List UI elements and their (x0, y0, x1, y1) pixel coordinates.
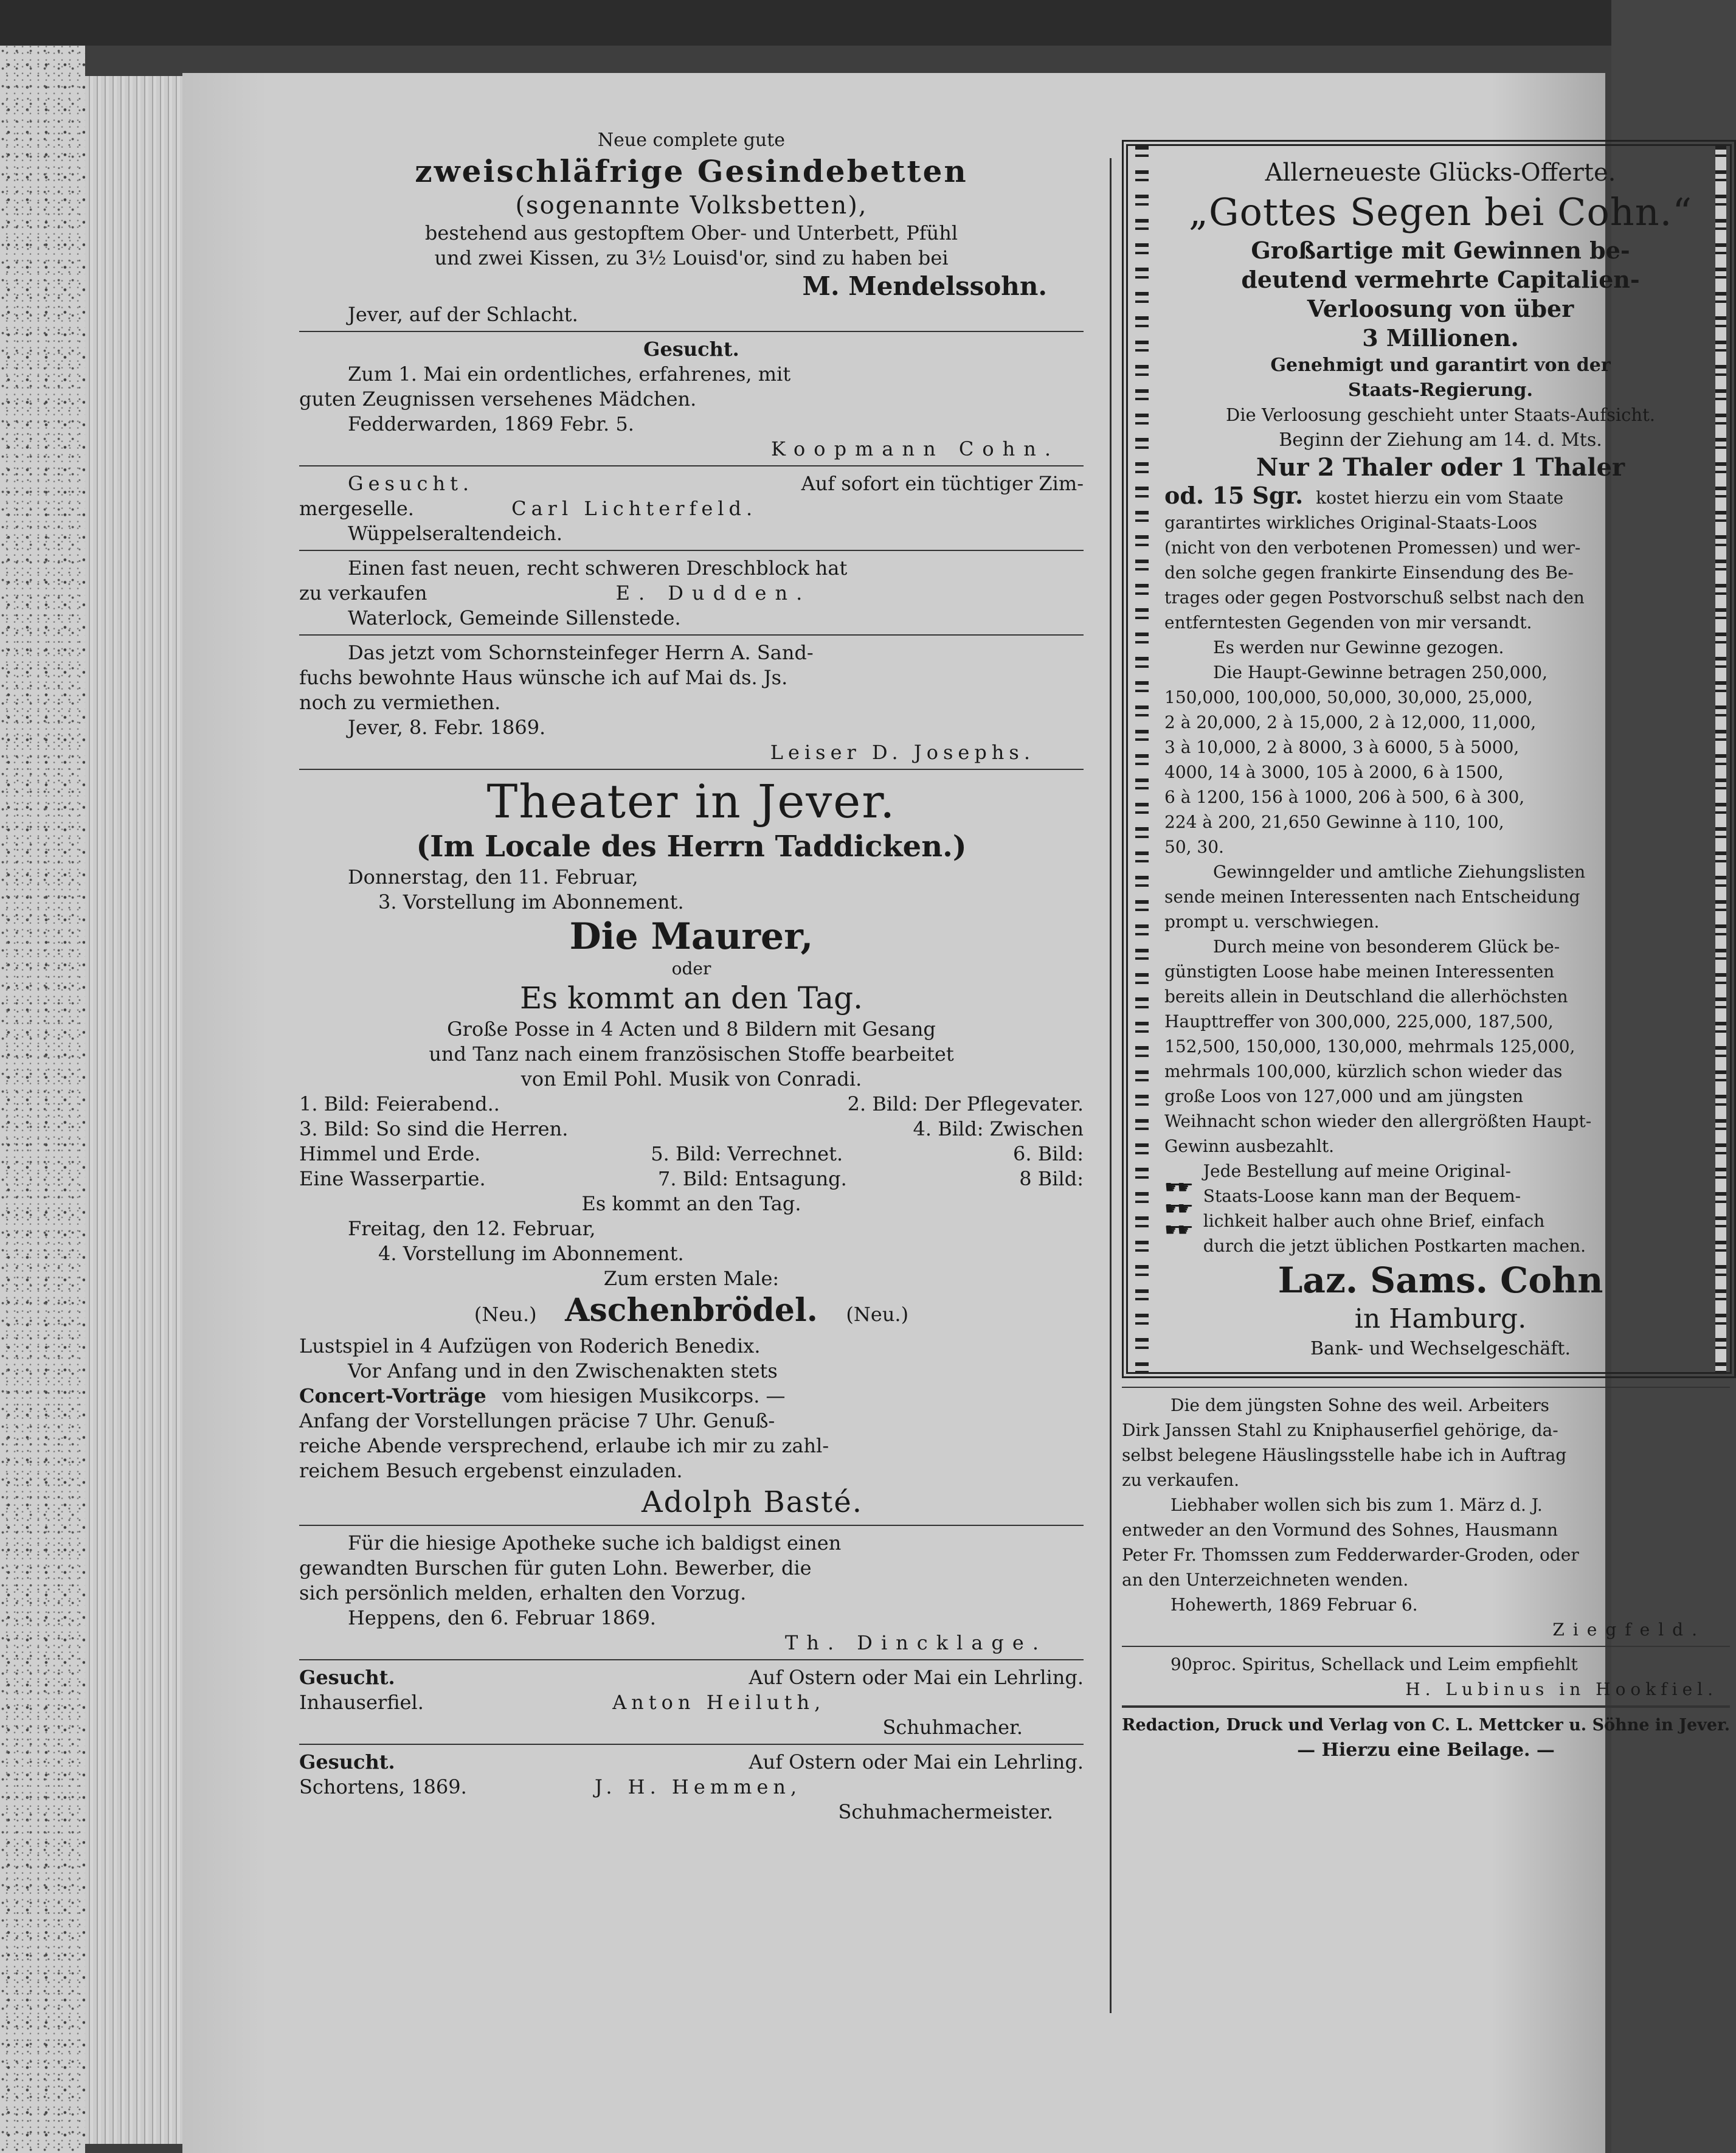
luck-text-9: Gewinn ausbezahlt. (1164, 1136, 1335, 1156)
payout-text-3: prompt u. verschwiegen. (1164, 912, 1380, 932)
lottery-price-sgr: od. 15 Sgr. (1164, 482, 1304, 509)
apprentice-2-line-1 (299, 1750, 1084, 1775)
ad-thresher (299, 556, 1084, 631)
prize-line-4: 3 à 10,000, 2 à 8000, 3 à 6000, 5 à 5000, (1164, 737, 1520, 757)
lottery-text-3: den solche gegen frankirte Einsendung des Be- (1164, 563, 1574, 583)
lottery-headline-3: Verloosung von über (1307, 295, 1574, 322)
book-cover-edge (0, 46, 85, 2153)
lottery-text-4: trages oder gegen Postvorschuß selbst nach den (1164, 588, 1585, 608)
ad-theater (299, 775, 1084, 1521)
order-text-3: lichkeit halber auch ohne Brief, einfach (1203, 1211, 1545, 1231)
prize-line-5: 4000, 14 à 3000, 105 à 2000, 6 à 1500, (1164, 762, 1504, 782)
scene-8: 8 Bild: (1019, 1167, 1084, 1190)
column-rule (1110, 158, 1112, 2013)
luck-text-6: mehrmals 100,000, kürzlich schon wieder das (1164, 1061, 1563, 1081)
ad-property-sale (1122, 1393, 1730, 1642)
maid-place: Fedderwarden, 1869 Febr. 5. (348, 412, 634, 435)
luck-text-2: günstigten Loose habe meinen Interessenten (1164, 962, 1555, 982)
carpenter-line-2 (299, 496, 1084, 521)
scene-line-2 (299, 1117, 1084, 1142)
scene-5: 5. Bild: Verrechnet. (651, 1142, 843, 1165)
divider (299, 1659, 1084, 1660)
order-text-2: Staats-Loose kann man der Bequem- (1203, 1186, 1521, 1206)
sale-date: Hohewerth, 1869 Februar 6. (1171, 1595, 1418, 1615)
lottery-price-line-2 (1164, 483, 1717, 510)
apprentice-2-place: Schortens, 1869. (299, 1775, 467, 1798)
lottery-price-text: kostet hierzu ein vom Staate (1316, 488, 1564, 508)
pharmacy-text-1: Für die hiesige Apotheke suche ich baldigst einen (348, 1531, 842, 1555)
scene-2: 2. Bild: Der Pflegevater. (847, 1092, 1084, 1115)
play-title-1b: Es kommt an den Tag. (519, 980, 863, 1016)
carpenter-line-1 (299, 471, 1084, 496)
thresher-text-2: zu verkaufen (299, 581, 427, 605)
play-title-1: Die Maurer, (569, 915, 814, 958)
carpenter-text: Auf sofort ein tüchtiger Zim- (801, 472, 1084, 495)
lottery-head: Allerneueste Glücks-Offerte. (1265, 159, 1616, 187)
comedy-desc-4: Anfang der Vorstellungen präcise 7 Uhr. Genuß- (299, 1409, 775, 1432)
sale-text-5: Liebhaber wollen sich bis zum 1. März d. J. (1171, 1495, 1543, 1515)
order-text-4: durch die jetzt üblichen Postkarten machen. (1203, 1236, 1586, 1256)
house-signature: Leiser D. Josephs. (770, 741, 1035, 764)
concert-label: Concert-Vorträge (299, 1384, 486, 1407)
play-oder: oder (671, 959, 711, 979)
imprint: Redaction, Druck und Verlag von C. L. Mettcker u. Söhne in Jever. (1122, 1716, 1731, 1735)
lottery-price: Nur 2 Thaler oder 1 Thaler (1256, 453, 1625, 482)
ad-apprentice-1 (299, 1665, 1084, 1740)
payout-text-1: Gewinngelder und amtliche Ziehungslisten (1213, 862, 1586, 882)
bedding-subhead: (sogenannte Volksbetten), (515, 192, 868, 220)
supplement-note: — Hierzu eine Beilage. — (1297, 1739, 1555, 1761)
prize-line-3: 2 à 20,000, 2 à 15,000, 2 à 12,000, 11,000, (1164, 712, 1537, 732)
ad-pharmacy (299, 1531, 1084, 1655)
divider (1122, 1705, 1730, 1708)
luck-text-1: Durch meine von besonderem Glück be- (1213, 937, 1560, 957)
maid-text-1: Zum 1. Mai ein ordentliches, erfahrenes, mit (348, 362, 791, 386)
new-label-2: (Neu.) (846, 1303, 909, 1326)
play-desc-2: und Tanz nach einem französischen Stoffe bearbeitet (429, 1042, 954, 1066)
lottery-title: „Gottes Segen bei Cohn.“ (1188, 190, 1693, 234)
divider (299, 634, 1084, 636)
pointing-hand-icon: ☛☛ (1164, 1219, 1190, 1241)
lottery-supervision: Die Verloosung geschieht unter Staats-Aufsicht. (1226, 404, 1655, 425)
order-text (1203, 1159, 1586, 1258)
apprentice-1-title: Gesucht. (299, 1666, 395, 1689)
bedding-place: Jever, auf der Schlacht. (348, 303, 578, 326)
theater-title: Theater in Jever. (486, 774, 896, 828)
lottery-business: Bank- und Wechselgeschäft. (1310, 1338, 1571, 1359)
sale-text-8: an den Unterzeichneten wenden. (1122, 1570, 1409, 1590)
divider (299, 769, 1084, 770)
divider (1122, 1646, 1730, 1647)
apprentice-1-signature: Anton Heiluth, (612, 1691, 826, 1714)
apprentice-1-trade: Schuhmacher. (882, 1716, 1023, 1739)
thresher-text-1: Einen fast neuen, recht schweren Dreschblock hat (348, 556, 848, 580)
bedding-seller: M. Mendelssohn. (802, 271, 1047, 301)
ad-maid-wanted (299, 337, 1084, 462)
bedding-headline: zweischläfrige Gesindebetten (415, 153, 968, 189)
carpenter-place: Wüppelseraltendeich. (348, 522, 563, 545)
scene-6b: Eine Wasserpartie. (299, 1167, 486, 1190)
payout-text-2: sende meinen Interessenten nach Entscheidung (1164, 887, 1580, 907)
pointing-hands (1164, 1177, 1196, 1241)
apprentice-2-signature: J. H. Hemmen, (594, 1775, 802, 1798)
sale-text-2: Dirk Janssen Stahl zu Kniphauserfiel gehörige, da- (1122, 1420, 1558, 1440)
comedy-desc-1: Lustspiel in 4 Aufzügen von Roderich Benedix. (299, 1334, 761, 1357)
theater-date-1: Donnerstag, den 11. Februar, (348, 865, 638, 889)
thresher-line-2 (299, 581, 1084, 606)
spirits-seller: H. Lubinus in Hookfiel. (1405, 1679, 1718, 1699)
first-time-label: Zum ersten Male: (603, 1267, 780, 1290)
scan-background (0, 0, 1611, 46)
pointing-hand-icon: ☛☛ (1164, 1198, 1190, 1219)
maid-title: Gesucht. (643, 338, 739, 361)
lottery-start: Beginn der Ziehung am 14. d. Mts. (1279, 429, 1602, 451)
lottery-text-2: (nicht von den verbotenen Promessen) und wer- (1164, 538, 1581, 558)
lottery-headline-4: 3 Millionen. (1362, 324, 1519, 352)
divider (299, 1744, 1084, 1745)
ad-bedding (299, 128, 1084, 327)
prize-line-7: 224 à 200, 21,650 Gewinne à 110, 100, (1164, 812, 1504, 832)
lottery-text-6: Es werden nur Gewinne gezogen. (1213, 637, 1504, 657)
divider (299, 550, 1084, 551)
carpenter-title: Gesucht. (348, 472, 474, 495)
theater-performance-1: 3. Vorstellung im Abonnement. (378, 890, 684, 914)
divider (299, 331, 1084, 332)
prize-line-6: 6 à 1200, 156 à 1000, 206 à 500, 6 à 300, (1164, 787, 1525, 807)
apprentice-2-trade: Schuhmachermeister. (838, 1800, 1053, 1823)
comedy-desc-6: reichem Besuch ergebenst einzuladen. (299, 1459, 683, 1482)
luck-text-3: bereits allein in Deutschland die allerhöchsten (1164, 986, 1568, 1007)
house-text-1: Das jetzt vom Schornsteinfeger Herrn A. Sand- (348, 641, 814, 664)
house-text-2: fuchs bewohnte Haus wünsche ich auf Mai ds. Js. (299, 666, 788, 689)
ad-apprentice-2 (299, 1750, 1084, 1825)
scene-4b: Himmel und Erde. (299, 1142, 481, 1165)
ad-spirits (1122, 1652, 1730, 1702)
scene-line-4 (299, 1167, 1084, 1191)
lottery-headline-2: deutend vermehrte Capitalien- (1241, 266, 1640, 293)
scene-6: 6. Bild: (1013, 1142, 1084, 1165)
play-2-line (299, 1291, 1084, 1334)
apprentice-2-title: Gesucht. (299, 1750, 395, 1773)
pharmacy-text-2: gewandten Burschen für guten Lohn. Bewerber, die (299, 1556, 812, 1579)
right-column (1122, 140, 1730, 1763)
prize-line-8: 50, 30. (1164, 837, 1224, 857)
divider (299, 1525, 1084, 1526)
house-date: Jever, 8. Febr. 1869. (348, 716, 546, 739)
sale-text-4: zu verkaufen. (1122, 1470, 1240, 1490)
bedding-text-1: bestehend aus gestopftem Ober- und Unterbett, Pfühl (424, 221, 958, 244)
lottery-city: in Hamburg. (1354, 1303, 1527, 1334)
newspaper-page (182, 73, 1731, 2153)
comedy-desc-5: reiche Abende versprechend, erlaube ich mir zu zahl- (299, 1434, 829, 1457)
divider (299, 465, 1084, 466)
sale-signature: Ziegfeld. (1552, 1620, 1706, 1640)
apprentice-1-line-1 (299, 1665, 1084, 1690)
sale-text-7: Peter Fr. Thomssen zum Fedderwarder-Groden, oder (1122, 1545, 1579, 1565)
play-desc-3: von Emil Pohl. Musik von Conradi. (520, 1067, 862, 1090)
new-label-1: (Neu.) (474, 1303, 537, 1326)
sale-text-6: entweder an den Vormund des Sohnes, Hausmann (1122, 1520, 1558, 1540)
lottery-approval-2: Staats-Regierung. (1348, 380, 1533, 401)
play-title-2: Aschenbrödel. (565, 1292, 818, 1329)
order-text-1: Jede Bestellung auf meine Original- (1203, 1161, 1512, 1181)
order-block (1164, 1159, 1717, 1258)
spirits-text: 90proc. Spiritus, Schellack und Leim empfiehlt (1171, 1654, 1578, 1674)
divider (1122, 1387, 1730, 1388)
apprentice-1-line-2 (299, 1690, 1084, 1715)
scene-1: 1. Bild: Feierabend.. (299, 1092, 500, 1115)
scene-7: 7. Bild: Entsagung. (658, 1167, 847, 1190)
pharmacy-text-3: sich persönlich melden, erhalten den Vorzug. (299, 1581, 747, 1604)
theater-subtitle: (Im Locale des Herrn Taddicken.) (416, 830, 967, 864)
luck-text-8: Weihnacht schon wieder den allergrößten Haupt- (1164, 1111, 1592, 1131)
lottery-text-5: entferntesten Gegenden von mir versandt. (1164, 612, 1532, 633)
luck-text-4: Haupttreffer von 300,000, 225,000, 187,500, (1164, 1011, 1554, 1031)
maid-signature: Koopmann Cohn. (770, 437, 1059, 460)
carpenter-signature: Carl Lichterfeld. (511, 497, 758, 520)
scene-4: 4. Bild: Zwischen (913, 1117, 1084, 1140)
lottery-approval-1: Genehmigt und garantirt von der (1270, 355, 1611, 376)
carpenter-text-2: mergeselle. (299, 497, 414, 520)
apprentice-2-text: Auf Ostern oder Mai ein Lehrling. (749, 1750, 1084, 1773)
scene-3: 3. Bild: So sind die Herren. (299, 1117, 569, 1140)
theater-date-2: Freitag, den 12. Februar, (348, 1217, 596, 1240)
maid-text-2: guten Zeugnissen versehenes Mädchen. (299, 387, 697, 411)
theater-signature: Adolph Basté. (641, 1485, 863, 1519)
lottery-headline-1: Großartige mit Gewinnen be- (1251, 237, 1630, 264)
pharmacy-date: Heppens, den 6. Februar 1869. (348, 1606, 656, 1629)
comedy-desc-2: Vor Anfang und in den Zwischenakten stets (348, 1359, 778, 1382)
bedding-intro: Neue complete gute (597, 130, 786, 151)
scene-8b: Es kommt an den Tag. (581, 1192, 801, 1215)
apprentice-1-text: Auf Ostern oder Mai ein Lehrling. (749, 1666, 1084, 1689)
comedy-desc-3: vom hiesigen Musikcorps. — (502, 1384, 786, 1407)
pharmacy-signature: Th. Dincklage. (784, 1631, 1047, 1654)
ad-lottery-framed (1122, 140, 1736, 1378)
pointing-hand-icon: ☛☛ (1164, 1176, 1190, 1198)
left-column (299, 128, 1084, 1825)
luck-text-5: 152,500, 150,000, 130,000, mehrmals 125,000, (1164, 1036, 1575, 1056)
page-footer (1122, 1713, 1730, 1763)
sale-text-1: Die dem jüngsten Sohne des weil. Arbeiters (1171, 1395, 1549, 1415)
play-desc-1: Große Posse in 4 Acten und 8 Bildern mit Gesang (447, 1018, 936, 1041)
theater-performance-2: 4. Vorstellung im Abonnement. (378, 1242, 684, 1265)
thresher-place: Waterlock, Gemeinde Sillenstede. (348, 606, 681, 629)
scene-line-1 (299, 1092, 1084, 1117)
prize-line-2: 150,000, 100,000, 50,000, 30,000, 25,000, (1164, 687, 1533, 707)
lottery-text-1: garantirtes wirkliches Original-Staats-Loos (1164, 513, 1538, 533)
ad-house-rent (299, 640, 1084, 765)
luck-text-7: große Loos von 127,000 und am jüngsten (1164, 1086, 1524, 1106)
apprentice-1-place: Inhauserfiel. (299, 1691, 424, 1714)
bedding-text-2: und zwei Kissen, zu 3½ Louisd'or, sind zu haben bei (434, 246, 949, 269)
scene-line-3 (299, 1142, 1084, 1167)
ad-carpenter-wanted (299, 471, 1084, 546)
sale-text-3: selbst belegene Häuslingsstelle habe ich in Auftrag (1122, 1445, 1567, 1465)
thresher-signature: E. Dudden. (615, 581, 811, 605)
lottery-firm: Laz. Sams. Cohn (1278, 1260, 1603, 1301)
prize-line-1: Die Haupt-Gewinne betragen 250,000, (1213, 662, 1548, 682)
apprentice-2-line-2 (299, 1775, 1084, 1800)
house-text-3: noch zu vermiethen. (299, 691, 501, 714)
comedy-line-3 (299, 1384, 1084, 1409)
